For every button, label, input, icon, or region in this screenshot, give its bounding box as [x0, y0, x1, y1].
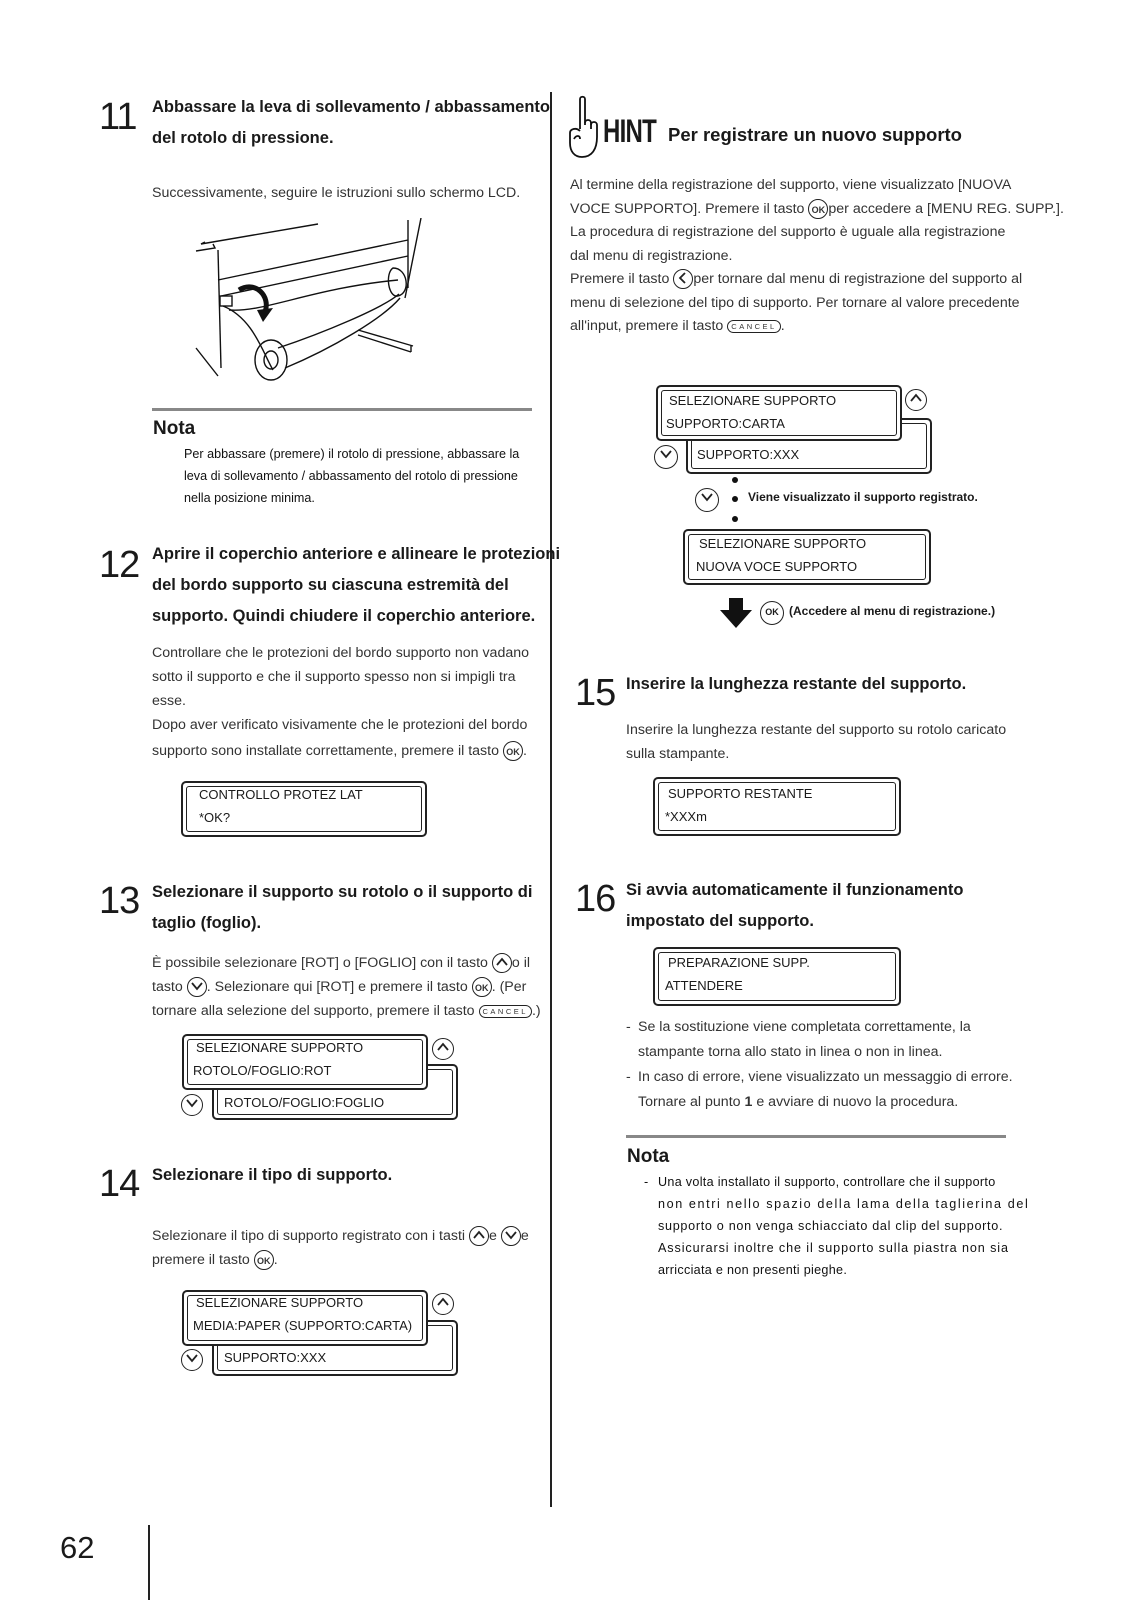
dot: [732, 516, 738, 522]
hand-pointer-icon: [566, 95, 602, 161]
down-key-icon: [187, 977, 207, 997]
hint-title: Per registrare un nuovo supporto: [668, 124, 962, 145]
hint-body: Al termine della registrazione del supporto, viene visualizzato [NUOVA VOCE SUPPORTO]. Premere il tasto OK per accedere a [MENU REG. SUPP.]. La procedura di registrazione del supporto è uguale alla registrazione dal menu di registrazione. Premere il tasto per tornare dal menu di registrazione del supporto al menu di selezione del tipo di supporto. Per tornare al valore precedente all'input, premere il tasto CANCEL .: [570, 177, 1064, 334]
step-body: È possibile selezionare [ROT] o [FOGLIO] con il tasto o il tasto . Selezionare qui [ROT] e premere il tasto OK . (Per tornare alla selezione del supporto, premere il tasto CANCEL .): [152, 955, 541, 1019]
note-rule: [152, 408, 532, 411]
lcd-line: *XXXm: [665, 809, 707, 824]
cancel-key-icon: CANCEL: [479, 1005, 532, 1018]
step-title: Selezionare il supporto su rotolo o il supporto di taglio (foglio).: [152, 883, 533, 932]
list-item: - In caso di errore, viene visualizzato un messaggio di errore.: [626, 1069, 1013, 1085]
ok-key-icon: OK: [254, 1250, 274, 1270]
lcd-line: NUOVA VOCE SUPPORTO: [696, 559, 858, 574]
lcd-line: MEDIA:PAPER (SUPPORTO:CARTA): [193, 1318, 413, 1333]
left-key-icon: [673, 269, 693, 289]
ok-key-icon: OK: [503, 741, 523, 761]
step-title: Inserire la lunghezza restante del supporto.: [626, 675, 967, 693]
up-key-icon: [492, 953, 512, 973]
ok-key-icon: OK: [808, 199, 828, 219]
down-key-icon: [181, 1094, 203, 1116]
note-heading: Nota: [627, 1146, 670, 1167]
step-number: 13: [99, 880, 140, 922]
lcd-line: CONTROLLO PROTEZ LAT: [199, 787, 363, 802]
step-body: Successivamente, seguire le istruzioni sullo schermo LCD.: [152, 185, 521, 201]
step-title: Aprire il coperchio anteriore e allineare le protezioni del bordo supporto su ciascuna estremità del supporto. Quindi chiudere il coperchio anteriore.: [152, 545, 561, 625]
step-title: Abbassare la leva di sollevamento / abbassamento del rotolo di pressione.: [152, 98, 550, 147]
ok-key-icon: OK: [760, 601, 784, 625]
lcd-line: PREPARAZIONE SUPP.: [668, 955, 810, 970]
dot: [732, 477, 738, 483]
lcd-line: SELEZIONARE SUPPORTO: [196, 1040, 364, 1055]
step-number: 15: [575, 672, 616, 714]
down-key-icon: [501, 1226, 521, 1246]
up-key-icon: [905, 389, 927, 411]
dot: [732, 496, 738, 502]
list-item: - Se la sostituzione viene completata correttamente, la: [626, 1019, 971, 1035]
note-text: - Una volta installato il supporto, controllare che il supporto non entri nello spazio della lama della taglierina del supporto o non venga schiacciato dal clip del supporto. Assicurarsi inoltre che il supporto sulla piastra non sia arricciata e non presenti pieghe.: [644, 1175, 1030, 1277]
lcd-line: SELEZIONARE SUPPORTO: [196, 1295, 364, 1310]
step-title: Si avvia automaticamente il funzionamento impostato del supporto.: [626, 881, 964, 930]
up-key-icon: [432, 1293, 454, 1315]
lcd-line: SUPPORTO RESTANTE: [668, 786, 813, 801]
result-list: [626, 1015, 1013, 1115]
list-item: stampante torna allo stato in linea o non in linea.: [638, 1044, 943, 1060]
list-item: Tornare al punto 1 e avviare di nuovo la procedura.: [638, 1094, 959, 1110]
pressure-roller-illustration: [193, 218, 428, 390]
lcd-line: ROTOLO/FOGLIO:ROT: [193, 1063, 332, 1078]
ok-key-icon: OK: [472, 977, 492, 997]
step-number: 14: [99, 1163, 140, 1205]
step-number: 12: [99, 544, 140, 586]
step-body: Inserire la lunghezza restante del supporto su rotolo caricato sulla stampante.: [626, 722, 1007, 762]
down-key-icon: [654, 445, 678, 469]
note-text: Per abbassare (premere) il rotolo di pressione, abbassare la leva di sollevamento / abbassamento del rotolo di pressione nella posizione minima.: [184, 447, 520, 505]
up-key-icon: [469, 1226, 489, 1246]
step-body: Selezionare il tipo di supporto registrato con i tasti e e premere il tasto OK .: [152, 1224, 529, 1272]
access-menu-note: (Accedere al menu di registrazione.): [789, 604, 996, 618]
lcd-line: SELEZIONARE SUPPORTO: [669, 393, 837, 408]
lcd-line: *OK?: [199, 810, 231, 825]
lcd-line: ROTOLO/FOGLIO:FOGLIO: [224, 1095, 385, 1110]
step-body: Controllare che le protezioni del bordo supporto non vadano sotto il supporto e che il supporto spesso non si impigli tra esse. Dopo aver verificato visivamente che le protezioni del bordo supporto sono installate correttamente, premere il tasto OK .: [152, 641, 529, 763]
page-number-divider: [148, 1525, 150, 1600]
note-heading: Nota: [153, 418, 196, 439]
hint-label: HINT: [603, 113, 656, 149]
note-rule: [626, 1135, 1006, 1138]
column-divider: [550, 92, 552, 1507]
registered-shown-note: Viene visualizzato il supporto registrato.: [748, 490, 978, 504]
up-key-icon: [432, 1038, 454, 1060]
page-number: 62: [60, 1530, 95, 1565]
arrow-down-icon: [720, 598, 752, 628]
lcd-line: SUPPORTO:XXX: [697, 447, 800, 462]
lcd-line: SUPPORTO:XXX: [224, 1350, 327, 1365]
down-key-icon: [695, 488, 719, 512]
lcd-line: ATTENDERE: [665, 978, 743, 993]
down-key-icon: [181, 1349, 203, 1371]
step-number: 16: [575, 878, 616, 920]
lcd-line: SELEZIONARE SUPPORTO: [699, 536, 867, 551]
cancel-key-icon: CANCEL: [727, 320, 780, 333]
step-number: 11: [99, 96, 137, 138]
lcd-line: SUPPORTO:CARTA: [666, 416, 785, 431]
step-title: Selezionare il tipo di supporto.: [152, 1166, 393, 1184]
